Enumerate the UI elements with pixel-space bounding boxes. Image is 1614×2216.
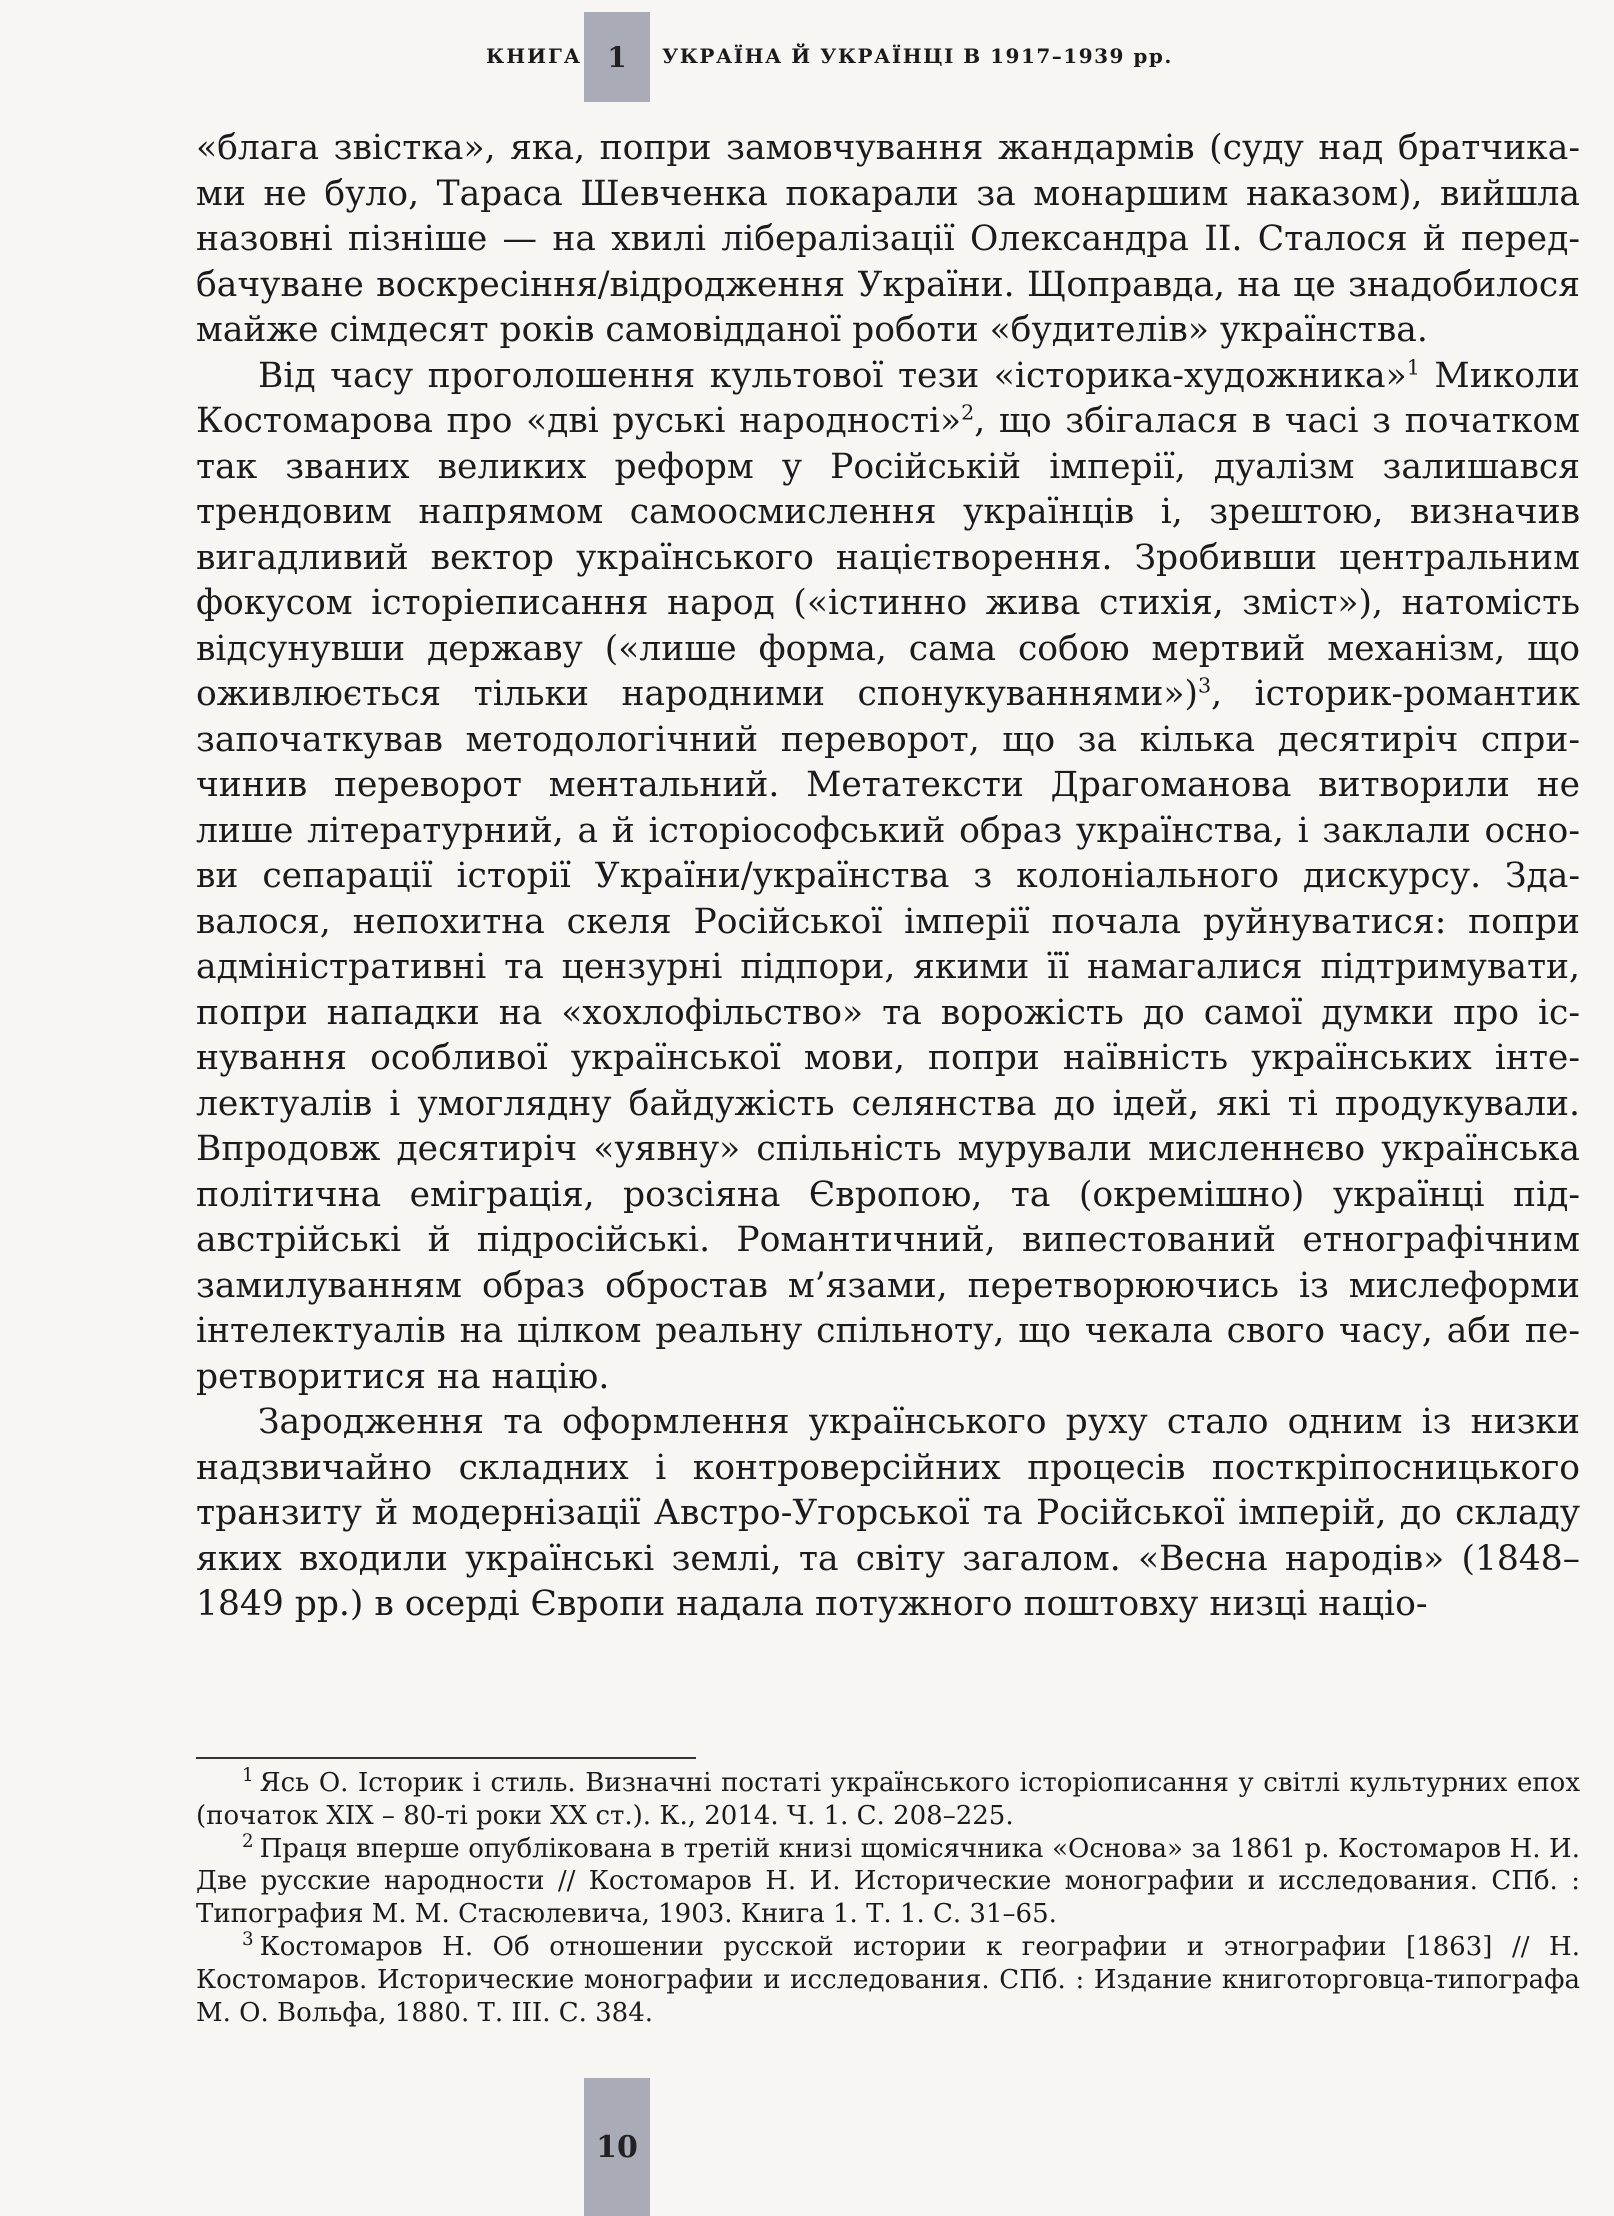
book-title: УКРАЇНА Й УКРАЇНЦІ В 1917–1939 рр. (662, 44, 1173, 68)
footnote-1-text: Ясь О. Історик і стиль. Визначні постаті українського історіописання у світлі культурних епох (початок XIX – 80-ті роки XX ст.). К., 2014. Ч. 1. С. 208–225. (196, 1768, 1580, 1831)
footnote-2-text: Праця вперше опублікована в третій книзі щомісячника «Основа» за 1861 р. Костомаров Н. И. Две русские народности // Костомаров Н. И. Исторические монографии и исследования. СПб. : Типография М. М. Стасюлевича, 1903. Книга 1. Т. 1. С. 31–65. (196, 1833, 1580, 1930)
paragraph-3: Зародження та оформлення українського руху стало одним із низки надзвичайно складних і контроверсійних процесів посткріпосницького транзиту й модернізації Австро-Угорської та Російської імперій, до складу яких входили українські землі, та світу загалом. «Весна народів» (1848–1849 рр.) в осерді Європи надала потужного поштовху низці націо- (196, 1402, 1580, 1624)
footnote-ref-1[interactable]: 1 (1406, 355, 1420, 379)
body-text (196, 126, 1580, 1628)
footnote-divider (196, 1757, 696, 1759)
footnote-3-number: 3 (242, 1929, 254, 1951)
paragraph-2-part-1: Від часу проголошення культової тези «історика-художника» (258, 355, 1407, 396)
footnote-2 (196, 1830, 1580, 1931)
footnote-3 (196, 1931, 1580, 2029)
book-number-box (584, 12, 650, 102)
footnote-ref-3[interactable]: 3 (1197, 673, 1212, 698)
paragraph-2-part-3: , що збігалася в часі з початком так званих великих реформ у Російській імперії, дуалізм залишався трендовим напрямом самоосмислення українців і, зрештою, визначив вигадливий вектор українського націєтворення. Зробивши центральним фокусом історіеписання народ («істинно жива стихія, зміст»), натомість відсунувши державу («лише форма, сама собою мертвий механізм, що оживлюється тільки народними спонукуваннями») (196, 401, 1580, 714)
book-number: 1 (607, 40, 627, 74)
paragraph-2 (196, 354, 1580, 1401)
page-number: 10 (596, 2129, 638, 2165)
footnote-1-number: 1 (242, 1765, 254, 1787)
page-number-box (584, 2078, 650, 2216)
footnote-3-text: Костомаров Н. Об отношении русской истории к географии и этнографии [1863] // Н. Костомаров. Исторические монографии и исследования. СПб. : Издание книготорговца-типографа М. О. Вольфа, 1880. Т. III. С. 384. (196, 1931, 1580, 2028)
paragraph-2-part-2: Миколи Костомарова про «дві руські народності» (196, 355, 1580, 441)
running-head (0, 0, 1614, 100)
paragraph-2-part-4: , історик-романтик започаткував методологічний переворот, що за кілька десятиріч спричинив переворот ментальний. Метатексти Драгоманова витворили не лише літературний, а й історіософський образ українства, і заклали основи сепарації історії України/українства з колоніального дискурсу. Здавалося, непохитна скеля Російської імперії почала руйнуватися: попри адміністративні та цензурні підпори, якими її намагалися підтримувати, попри нападки на «хохлофільство» та ворожість до самої думки про існування особливої української мови, попри наївність українських інтелектуалів і умоглядну байдужість селянства до ідей, які ті продукували. Впродовж десятиріч «уявну» спільність мурували мисленнєво українська політична еміграція, розсіяна Європою, та (окремішно) українці підавстрійські й підросійські. Романтичний, випестований етнографічним замилуванням образ обростав м’язами, перетворюючись із мислеформи інтелектуалів на цілком реальну спільноту, що чекала свого часу, аби перетворитися на націю. (196, 674, 1580, 1397)
paragraph-1: «блага звістка», яка, попри замовчування жандармів (суду над братчиками не було, Тараса Шевченка покарали за монаршим наказом), вийшла назовні пізніше — на хвилі лібералізації Олександра II. Сталося й передбачуване воскресіння/відродження України. Щоправда, на це знадобилося майже сімдесят років самовідданої роботи «будителів» українства. (196, 128, 1580, 350)
footnote-2-number: 2 (242, 1830, 254, 1852)
footnotes (196, 1767, 1580, 2029)
footnote-ref-2[interactable]: 2 (961, 400, 975, 425)
book-label: КНИГА (486, 44, 583, 68)
footnote-1 (196, 1767, 1580, 1833)
